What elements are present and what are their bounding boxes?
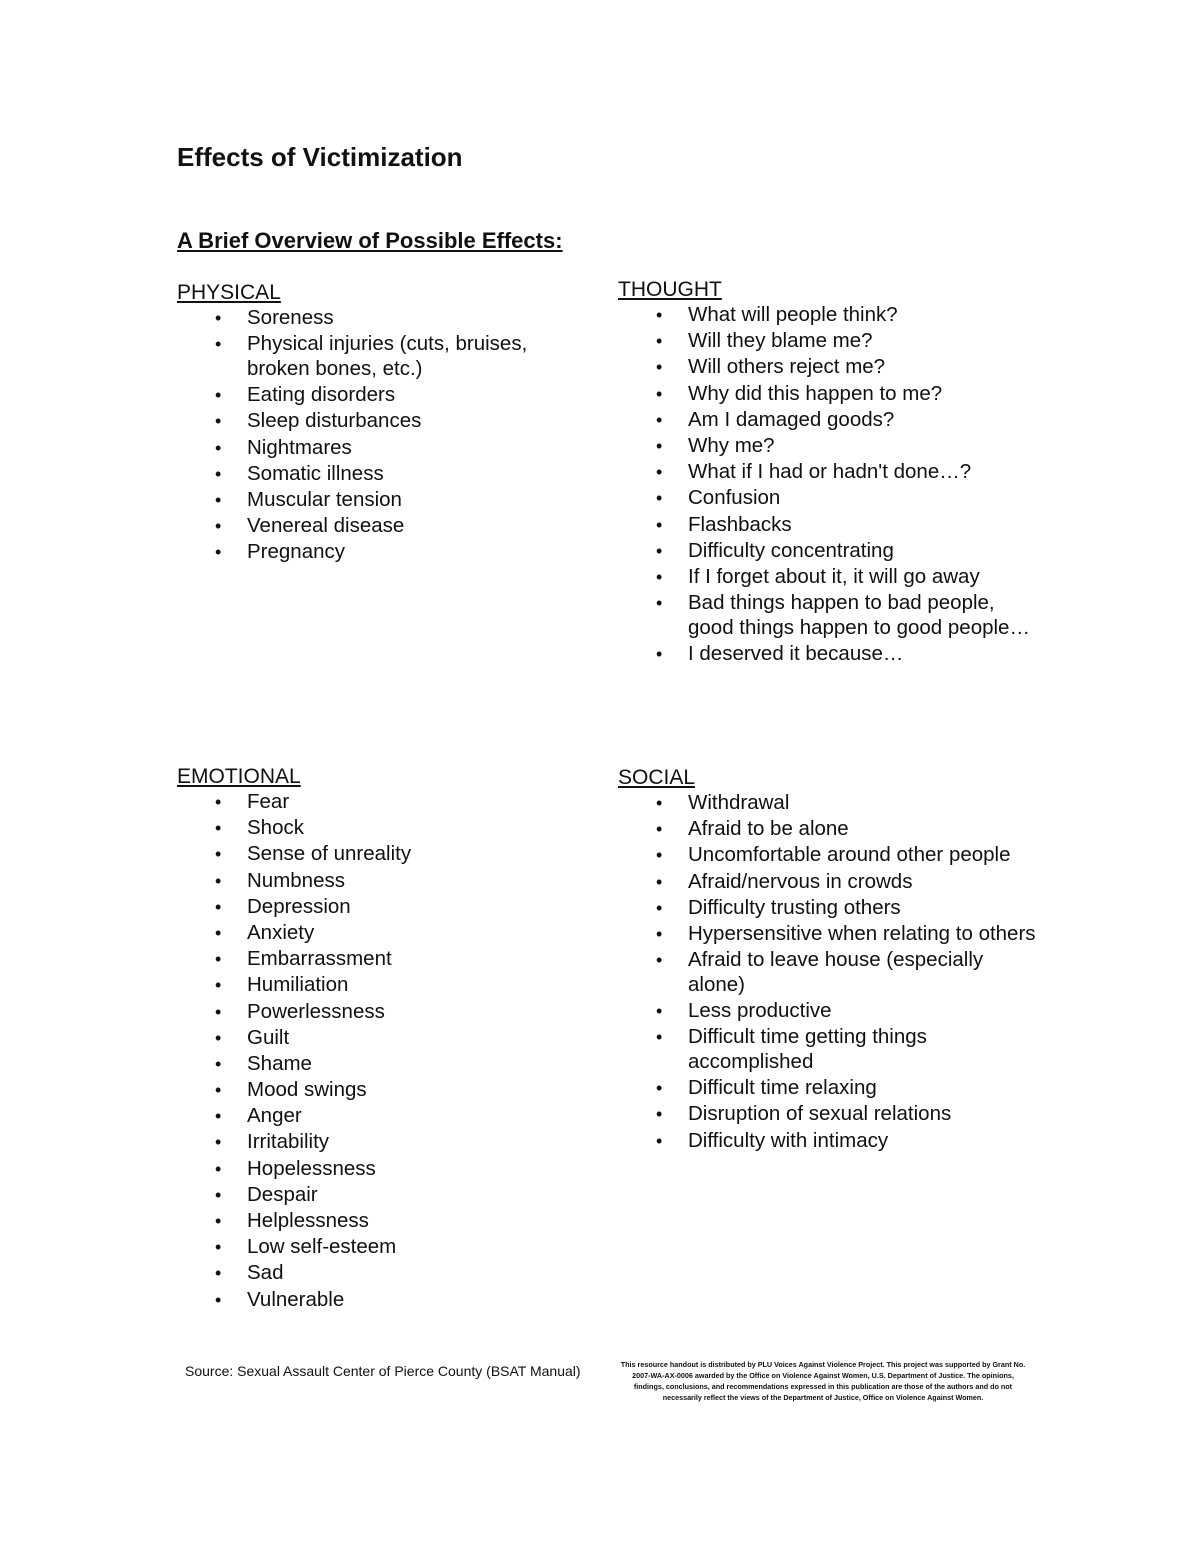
list-item — [618, 486, 1038, 511]
list-item-text: Will they blame me? — [688, 329, 873, 353]
section-heading-physical: PHYSICAL — [177, 281, 281, 304]
bullet-icon: • — [656, 644, 663, 665]
list-item — [177, 409, 577, 434]
bullet-icon: • — [656, 1027, 663, 1048]
bullet-icon: • — [215, 1080, 222, 1101]
list-item-text: Bad things happen to bad people, good things happen to good people… — [688, 591, 1030, 639]
list-item-text: Numbness — [247, 868, 345, 892]
bullet-icon: • — [215, 1158, 222, 1179]
list-item — [177, 1130, 577, 1155]
list-item-text: Shame — [247, 1051, 312, 1075]
list-item-text: If I forget about it, it will go away — [688, 564, 980, 588]
footer-source: Source: Sexual Assault Center of Pierce County (BSAT Manual) — [185, 1363, 581, 1379]
list-item — [618, 1076, 1038, 1101]
bullet-icon: • — [656, 845, 663, 866]
list-item — [177, 488, 577, 513]
list-item-text: Hypersensitive when relating to others — [688, 921, 1036, 945]
bullet-icon: • — [656, 462, 663, 483]
page-subtitle: A Brief Overview of Possible Effects: — [177, 228, 563, 253]
list-item-text: Anxiety — [247, 920, 315, 944]
bullet-icon: • — [215, 1027, 222, 1048]
list-item-text: Pregnancy — [247, 540, 346, 564]
bullet-icon: • — [656, 435, 663, 456]
list-item-text: Difficulty concentrating — [688, 538, 894, 562]
list-item — [618, 999, 1038, 1024]
list-item-text: Mood swings — [247, 1078, 367, 1102]
bullet-icon: • — [215, 818, 222, 839]
section-heading-social: SOCIAL — [618, 766, 696, 789]
list-item — [177, 1288, 577, 1313]
list-item-text: Difficult time getting things accomplished — [688, 1025, 927, 1074]
bullet-icon: • — [656, 593, 663, 614]
list-item — [177, 973, 577, 998]
bullet-icon: • — [656, 871, 663, 892]
list-item — [618, 591, 1038, 641]
list-item — [177, 1157, 577, 1182]
list-item-text: Afraid/nervous in crowds — [688, 869, 913, 893]
bullet-icon: • — [215, 870, 222, 891]
bullet-icon: • — [656, 897, 663, 918]
list-item — [618, 922, 1038, 947]
bullet-icon: • — [215, 334, 222, 355]
list-item-text: Difficulty trusting others — [688, 895, 901, 919]
list-item-text: Guilt — [247, 1025, 290, 1049]
bullet-icon: • — [215, 1263, 222, 1284]
list-item — [177, 1026, 577, 1051]
bullet-icon: • — [656, 514, 663, 535]
bullet-icon: • — [215, 1001, 222, 1022]
bullet-icon: • — [656, 1078, 663, 1099]
list-item — [618, 896, 1038, 921]
list-item-text: Anger — [247, 1104, 302, 1128]
bullet-icon: • — [656, 1130, 663, 1151]
list-item — [618, 791, 1038, 816]
list-item — [177, 436, 577, 461]
list-item-text: Venereal disease — [247, 514, 405, 538]
list-item — [618, 817, 1038, 842]
bullet-icon: • — [656, 950, 663, 971]
list-item — [177, 842, 577, 867]
bullet-icon: • — [215, 385, 222, 406]
bullet-icon: • — [215, 1211, 222, 1231]
bullet-icon: • — [215, 1132, 222, 1153]
list-item — [618, 1129, 1038, 1154]
list-item — [618, 1102, 1038, 1127]
list-item-text: Why did this happen to me? — [688, 381, 943, 405]
list-item-text: Low self-esteem — [247, 1235, 397, 1259]
bullet-icon: • — [656, 1104, 663, 1125]
bullet-icon: • — [215, 1106, 222, 1127]
bullet-icon: • — [215, 489, 222, 510]
list-item-text: Irritability — [247, 1130, 330, 1154]
list-item-text: Afraid to leave house (especially alone) — [688, 948, 984, 996]
list-item-text: Disruption of sexual relations — [688, 1102, 952, 1126]
list-item-text: Sense of unreality — [247, 842, 412, 866]
bullet-icon: • — [215, 949, 222, 970]
bullet-icon: • — [215, 1237, 222, 1258]
list-item — [177, 540, 577, 565]
list-item — [618, 329, 1038, 354]
bullet-icon: • — [215, 516, 222, 537]
list-item-text: Nightmares — [247, 435, 352, 459]
list-item-text: Why me? — [688, 433, 775, 457]
list-item-text: Withdrawal — [688, 791, 790, 814]
bullet-icon: • — [215, 1184, 222, 1205]
bullet-list-thought — [618, 303, 1038, 667]
list-item-text: Sleep disturbances — [247, 409, 422, 433]
list-item — [618, 870, 1038, 895]
bullet-icon: • — [656, 566, 663, 587]
list-item-text: Flashbacks — [688, 512, 792, 536]
footer-notice: This resource handout is distributed by PLU Voices Against Violence Project. This project was supported by Grant No. 2007-WA-AX-0006 awarded by the Office on Violence Against Women, U.S. Department of Justice. The opinions, findings, conclusions, and recommendations expressed in this publication are those of the authors and do not necessarily reflect the views of the Department of Justice, Office on Violence Against Women. — [620, 1360, 1026, 1402]
list-item — [177, 462, 577, 487]
list-item — [177, 1209, 577, 1234]
list-item-text: Uncomfortable around other people — [688, 843, 1011, 867]
list-item-text: Will others reject me? — [688, 355, 886, 379]
bullet-icon: • — [656, 383, 663, 404]
bullet-icon: • — [215, 896, 222, 917]
bullet-icon: • — [215, 975, 222, 996]
list-item — [618, 303, 1038, 328]
list-item-text: Shock — [247, 816, 304, 840]
section-thought — [618, 277, 1038, 668]
list-item-text: Helplessness — [247, 1209, 369, 1232]
list-item — [177, 790, 577, 815]
list-item — [177, 1052, 577, 1077]
section-social — [618, 765, 1038, 1155]
list-item — [177, 1000, 577, 1025]
bullet-icon: • — [656, 357, 663, 378]
list-item-text: Eating disorders — [247, 383, 396, 407]
list-item — [618, 1025, 1038, 1075]
bullet-icon: • — [215, 437, 222, 458]
list-item — [177, 1261, 577, 1286]
list-item-text: Depression — [247, 894, 351, 918]
bullet-icon: • — [215, 411, 222, 432]
bullet-icon: • — [656, 923, 663, 944]
list-item-text: Somatic illness — [247, 461, 384, 485]
bullet-icon: • — [656, 409, 663, 430]
list-item-text: Powerlessness — [247, 999, 385, 1023]
list-item-text: Confusion — [688, 486, 781, 510]
bullet-icon: • — [656, 819, 663, 840]
list-item-text: Physical injuries (cuts, bruises, broken bones, etc.) — [247, 332, 528, 380]
list-item — [618, 382, 1038, 407]
bullet-icon: • — [215, 1053, 222, 1074]
list-item — [177, 816, 577, 841]
list-item — [618, 513, 1038, 538]
section-emotional — [177, 764, 577, 1314]
bullet-icon: • — [215, 844, 222, 865]
list-item — [618, 434, 1038, 459]
bullet-list-emotional — [177, 790, 577, 1312]
list-item-text: Humiliation — [247, 973, 349, 997]
bullet-icon: • — [215, 463, 222, 484]
list-item — [177, 514, 577, 539]
list-item-text: Hopelessness — [247, 1156, 376, 1180]
bullet-list-social — [618, 791, 1038, 1153]
list-item — [618, 408, 1038, 433]
list-item-text: Difficulty with intimacy — [688, 1128, 889, 1152]
list-item — [618, 539, 1038, 564]
list-item — [177, 383, 577, 408]
list-item-text: Am I damaged goods? — [688, 407, 895, 431]
bullet-icon: • — [215, 792, 222, 812]
section-physical — [177, 280, 577, 566]
list-item-text: Soreness — [247, 306, 334, 329]
list-item — [177, 332, 577, 382]
list-item — [177, 1183, 577, 1208]
list-item-text: Difficult time relaxing — [688, 1076, 877, 1100]
list-item-text: Embarrassment — [247, 947, 392, 971]
page-title: Effects of Victimization — [177, 142, 463, 172]
bullet-list-physical — [177, 306, 577, 565]
list-item-text: I deserved it because… — [688, 642, 904, 666]
list-item — [177, 947, 577, 972]
bullet-icon: • — [215, 1289, 222, 1310]
list-item — [618, 355, 1038, 380]
list-item — [177, 895, 577, 920]
list-item — [177, 1104, 577, 1129]
list-item-text: Less productive — [688, 999, 832, 1023]
list-item — [618, 948, 1038, 998]
list-item-text: Vulnerable — [247, 1287, 345, 1311]
bullet-icon: • — [656, 793, 663, 813]
list-item-text: Fear — [247, 790, 290, 813]
section-heading-thought: THOUGHT — [618, 278, 722, 301]
list-item — [618, 843, 1038, 868]
bullet-icon: • — [656, 331, 663, 352]
bullet-icon: • — [215, 542, 222, 563]
list-item-text: Muscular tension — [247, 487, 402, 511]
bullet-icon: • — [656, 488, 663, 509]
list-item — [618, 565, 1038, 590]
list-item — [177, 1235, 577, 1260]
list-item — [177, 869, 577, 894]
bullet-icon: • — [656, 1001, 663, 1022]
list-item-text: Despair — [247, 1182, 318, 1206]
list-item-text: What if I had or hadn't done…? — [688, 460, 972, 484]
bullet-icon: • — [656, 305, 663, 325]
list-item — [177, 306, 577, 331]
section-heading-emotional: EMOTIONAL — [177, 765, 301, 788]
list-item — [177, 921, 577, 946]
list-item — [618, 460, 1038, 485]
list-item-text: What will people think? — [688, 303, 898, 326]
list-item — [177, 1078, 577, 1103]
list-item-text: Afraid to be alone — [688, 817, 849, 841]
list-item — [618, 642, 1038, 667]
bullet-icon: • — [656, 540, 663, 561]
list-item-text: Sad — [247, 1261, 284, 1285]
bullet-icon: • — [215, 308, 222, 328]
bullet-icon: • — [215, 922, 222, 943]
